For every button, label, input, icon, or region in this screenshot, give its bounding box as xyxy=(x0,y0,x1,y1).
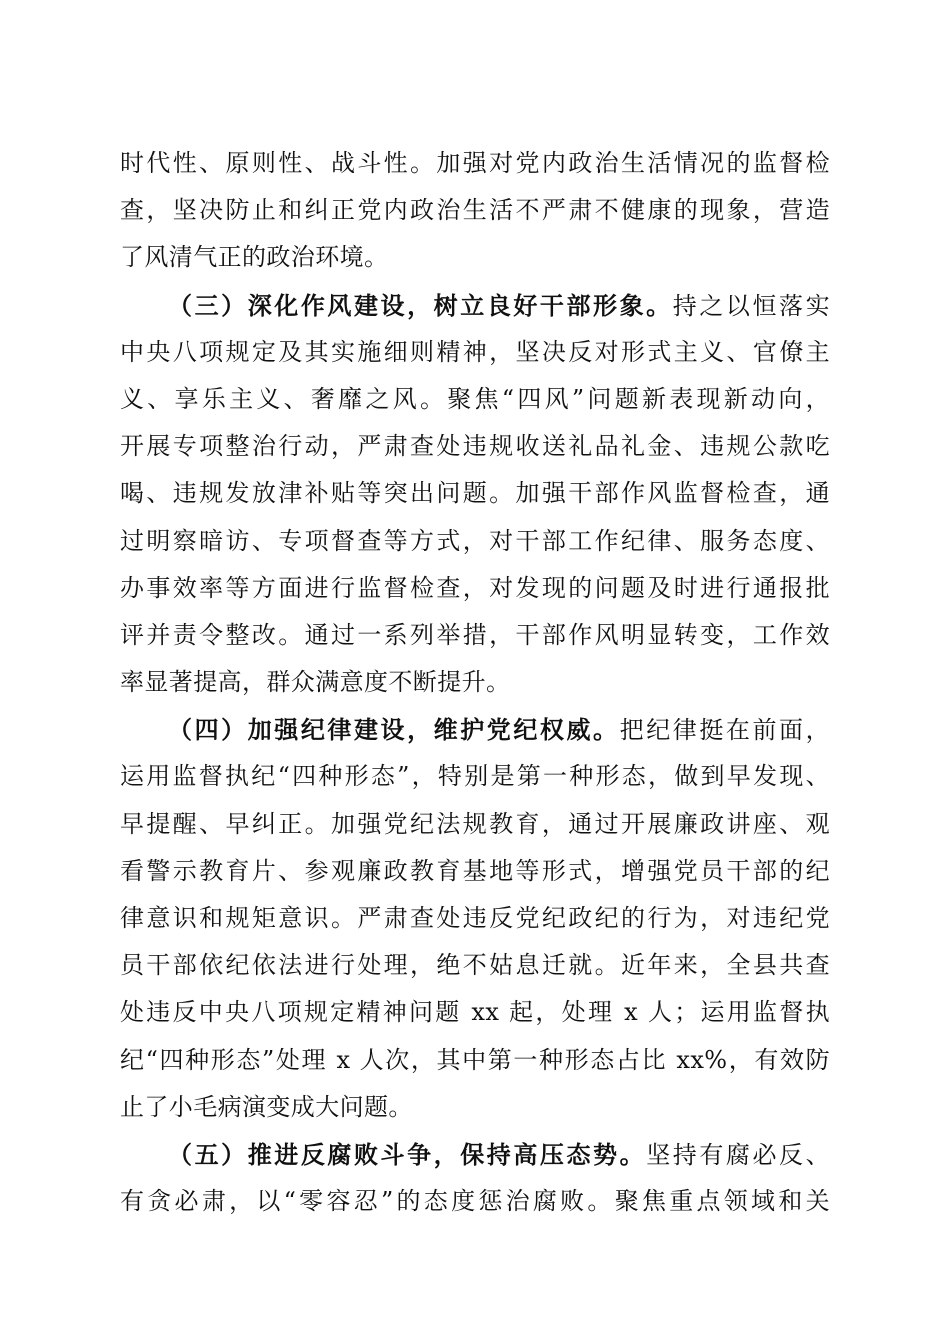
paragraph-line: 处违反中央八项规定精神问题 xx 起，处理 x 人；运用监督执 xyxy=(120,998,830,1027)
paragraph-line: 办事效率等方面进行监督检查，对发现的问题及时进行通报批 xyxy=(120,573,830,602)
paragraph-line: 运用监督执纪“四种形态”，特别是第一种形态，做到早发现、 xyxy=(120,762,830,791)
paragraph-line: 查，坚决防止和纠正党内政治生活不严肃不健康的现象，营造 xyxy=(120,196,830,225)
paragraph-line: 纪“四种形态”处理 x 人次，其中第一种形态占比 xx%，有效防 xyxy=(120,1045,830,1074)
section-heading-4: （四）加强纪律建设，维护党纪权威。 xyxy=(168,715,620,745)
paragraph-first-line xyxy=(120,1131,830,1178)
paragraph-line: 义、享乐主义、奢靡之风。聚焦“四风”问题新表现新动向， xyxy=(120,384,830,413)
paragraph-line: 有贪必肃，以“零容忍”的态度惩治腐败。聚焦重点领域和关 xyxy=(120,1187,830,1216)
section-heading-5: （五）推进反腐败斗争，保持高压态势。 xyxy=(168,1139,647,1169)
paragraph-line: 早提醒、早纠正。加强党纪法规教育，通过开展廉政讲座、观 xyxy=(120,809,830,838)
section-heading-3: （三）深化作风建设，树立良好干部形象。 xyxy=(168,290,673,320)
document-body xyxy=(120,140,830,1225)
paragraph-line: 评并责令整改。通过一系列举措，干部作风明显转变，工作效 xyxy=(120,620,830,649)
paragraph-line: 律意识和规矩意识。严肃查处违反党纪政纪的行为，对违纪党 xyxy=(120,904,830,932)
paragraph-line: 员干部依纪依法进行处理，绝不姑息迁就。近年来，全县共查 xyxy=(120,951,830,980)
paragraph-text: 把纪律挺在前面， xyxy=(619,716,830,745)
paragraph-line: 喝、违规发放津补贴等突出问题。加强干部作风监督检查，通 xyxy=(120,479,830,508)
paragraph-first-line xyxy=(120,706,830,753)
paragraph-text: 持之以恒落实 xyxy=(672,291,830,320)
paragraph-line: 时代性、原则性、战斗性。加强对党内政治生活情况的监督检 xyxy=(120,149,830,177)
paragraph-line: 了风清气正的政治环境。 xyxy=(120,243,389,272)
paragraph-line: 中央八项规定及其实施细则精神，坚决反对形式主义、官僚主 xyxy=(120,337,830,366)
paragraph-line: 止了小毛病演变成大问题。 xyxy=(120,1092,413,1121)
paragraph-line: 看警示教育片、参观廉政教育基地等形式，增强党员干部的纪 xyxy=(120,856,830,885)
paragraph-line: 开展专项整治行动，严肃查处违规收送礼品礼金、违规公款吃 xyxy=(120,432,830,461)
paragraph-line: 率显著提高，群众满意度不断提升。 xyxy=(120,668,511,697)
paragraph-text: 坚持有腐必反、 xyxy=(646,1140,830,1169)
paragraph-first-line xyxy=(120,282,830,329)
paragraph-line: 过明察暗访、专项督查等方式，对干部工作纪律、服务态度、 xyxy=(120,526,830,555)
